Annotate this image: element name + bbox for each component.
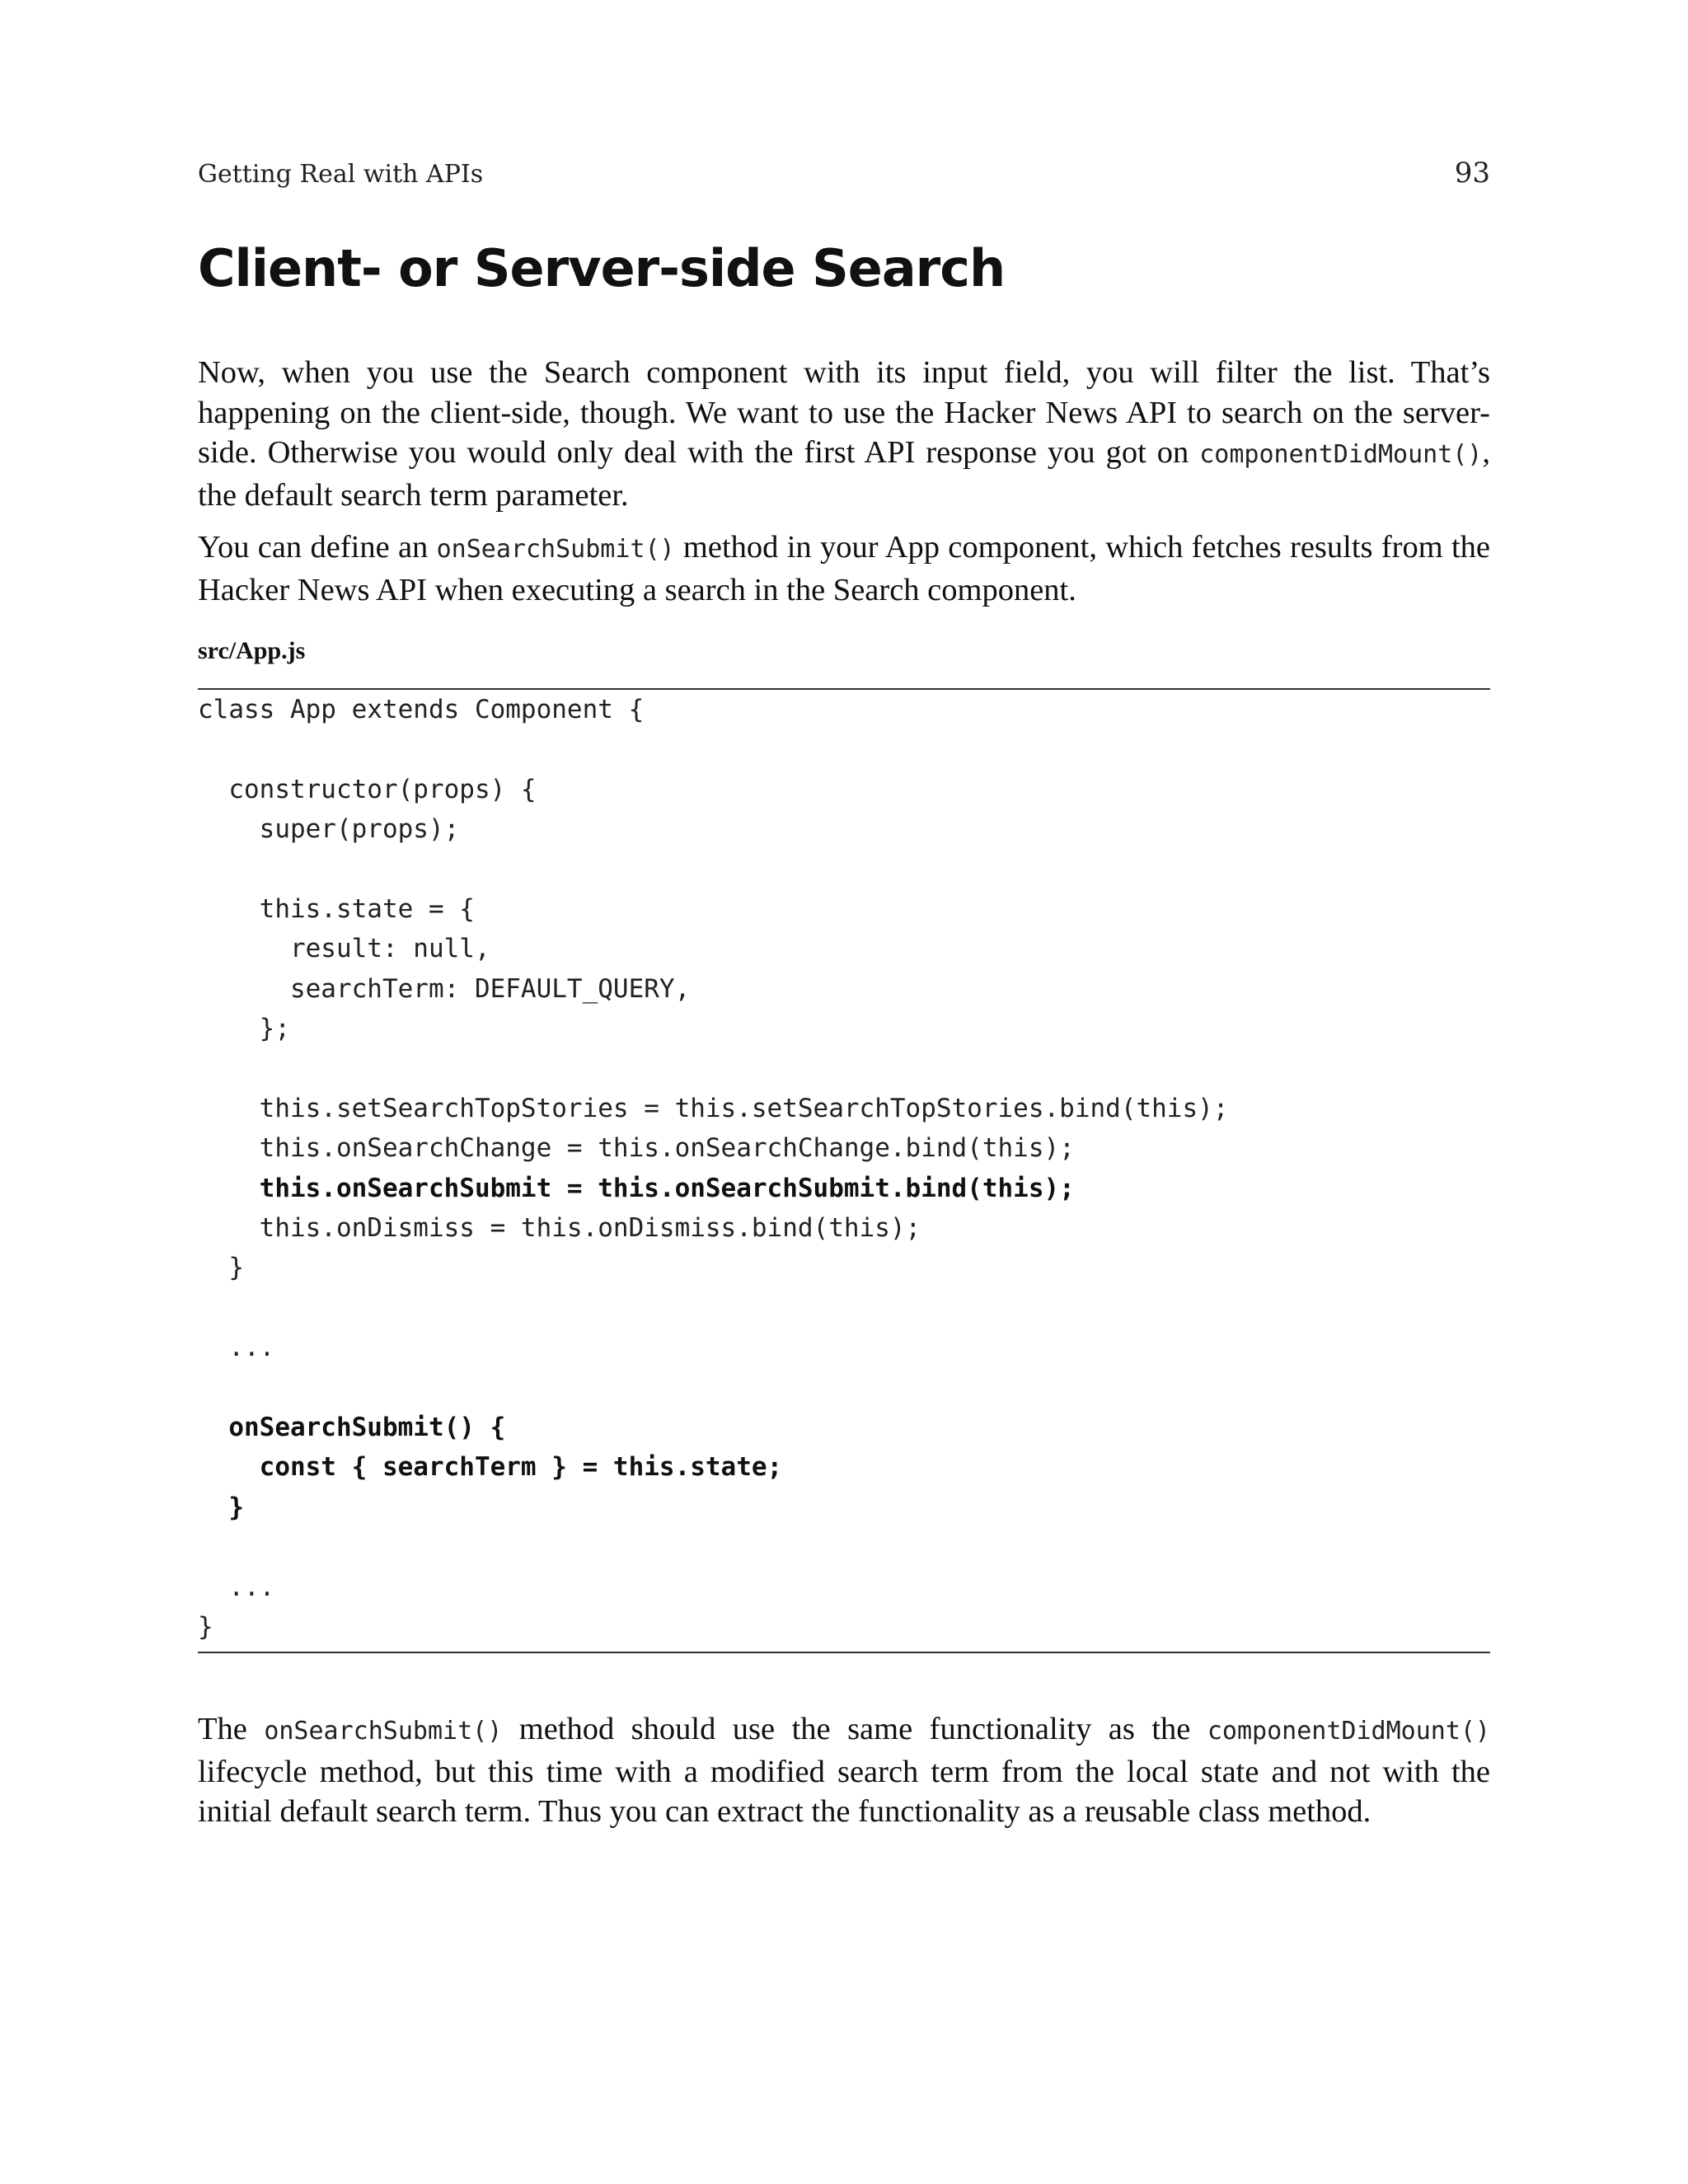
inline-code: onSearchSubmit()	[436, 535, 675, 564]
section-title: Client- or Server-side Search	[198, 238, 1006, 298]
inline-code: componentDidMount()	[1207, 1717, 1490, 1746]
paragraph-text: Now, when you use the Search component with its input field, you will filter the list. That’s happening on the client-side, though. We want to use the Hacker News API to search on the server-side. Otherwise you would only deal with the first API response you got on	[198, 355, 1490, 470]
code-line: this.state = {	[198, 893, 475, 924]
code-line: this.onDismiss = this.onDismiss.bind(this);	[198, 1213, 921, 1244]
code-listing	[198, 690, 1490, 1647]
code-listing-filename: src/App.js	[198, 637, 306, 664]
code-line: this.onSearchChange = this.onSearchChange.bind(this);	[198, 1133, 1075, 1164]
paragraph-text: lifecycle method, but this time with a modified search term from the local state and not with the initial default search term. Thus you can extract the functionality as a reusable class method.	[198, 1754, 1490, 1829]
code-line	[198, 1527, 1490, 1567]
code-line: onSearchSubmit() {	[198, 1413, 506, 1443]
code-line	[198, 850, 1490, 889]
paragraph-text: method should use the same functionality as the	[502, 1712, 1207, 1746]
book-page	[198, 0, 1490, 2184]
paragraph-conclusion	[198, 1709, 1490, 1832]
paragraph-define-method	[198, 527, 1490, 610]
code-line: }	[198, 1253, 244, 1283]
code-line: class App extends Component {	[198, 695, 645, 724]
paragraph-text: method in your App component, which fetches results from the Hacker News API when executing a search in the Search component.	[198, 530, 1490, 607]
inline-code: onSearchSubmit()	[264, 1717, 503, 1746]
code-line: const { searchTerm } = this.state;	[198, 1452, 783, 1483]
code-line	[198, 729, 1490, 769]
code-line: searchTerm: DEFAULT_QUERY,	[198, 973, 691, 1004]
code-line	[198, 1368, 1490, 1408]
inline-code: componentDidMount()	[1199, 440, 1483, 469]
page-number: 93	[1454, 157, 1490, 190]
code-line: ...	[198, 1572, 275, 1602]
code-line: result: null,	[198, 934, 490, 964]
paragraph-text: You can define an	[198, 530, 437, 565]
code-line	[198, 1049, 1490, 1089]
code-line: super(props);	[198, 814, 460, 845]
paragraph-text: The	[198, 1712, 265, 1746]
running-header	[198, 155, 1490, 193]
code-line: ...	[198, 1333, 275, 1363]
code-line: this.onSearchSubmit = this.onSearchSubmit.bind(this);	[198, 1173, 1075, 1203]
paragraph-text: , the default search term parameter.	[198, 435, 1490, 513]
paragraph-intro	[198, 353, 1490, 515]
code-line: }	[198, 1492, 244, 1522]
code-line: }	[198, 1611, 213, 1642]
code-line: constructor(props) {	[198, 774, 537, 804]
code-line: this.setSearchTopStories = this.setSearchTopStories.bind(this);	[198, 1093, 1229, 1123]
code-line	[198, 1288, 1490, 1328]
code-line: };	[198, 1014, 290, 1044]
chapter-title: Getting Real with APIs	[198, 160, 484, 189]
code-listing-bottom-rule	[198, 1652, 1490, 1653]
